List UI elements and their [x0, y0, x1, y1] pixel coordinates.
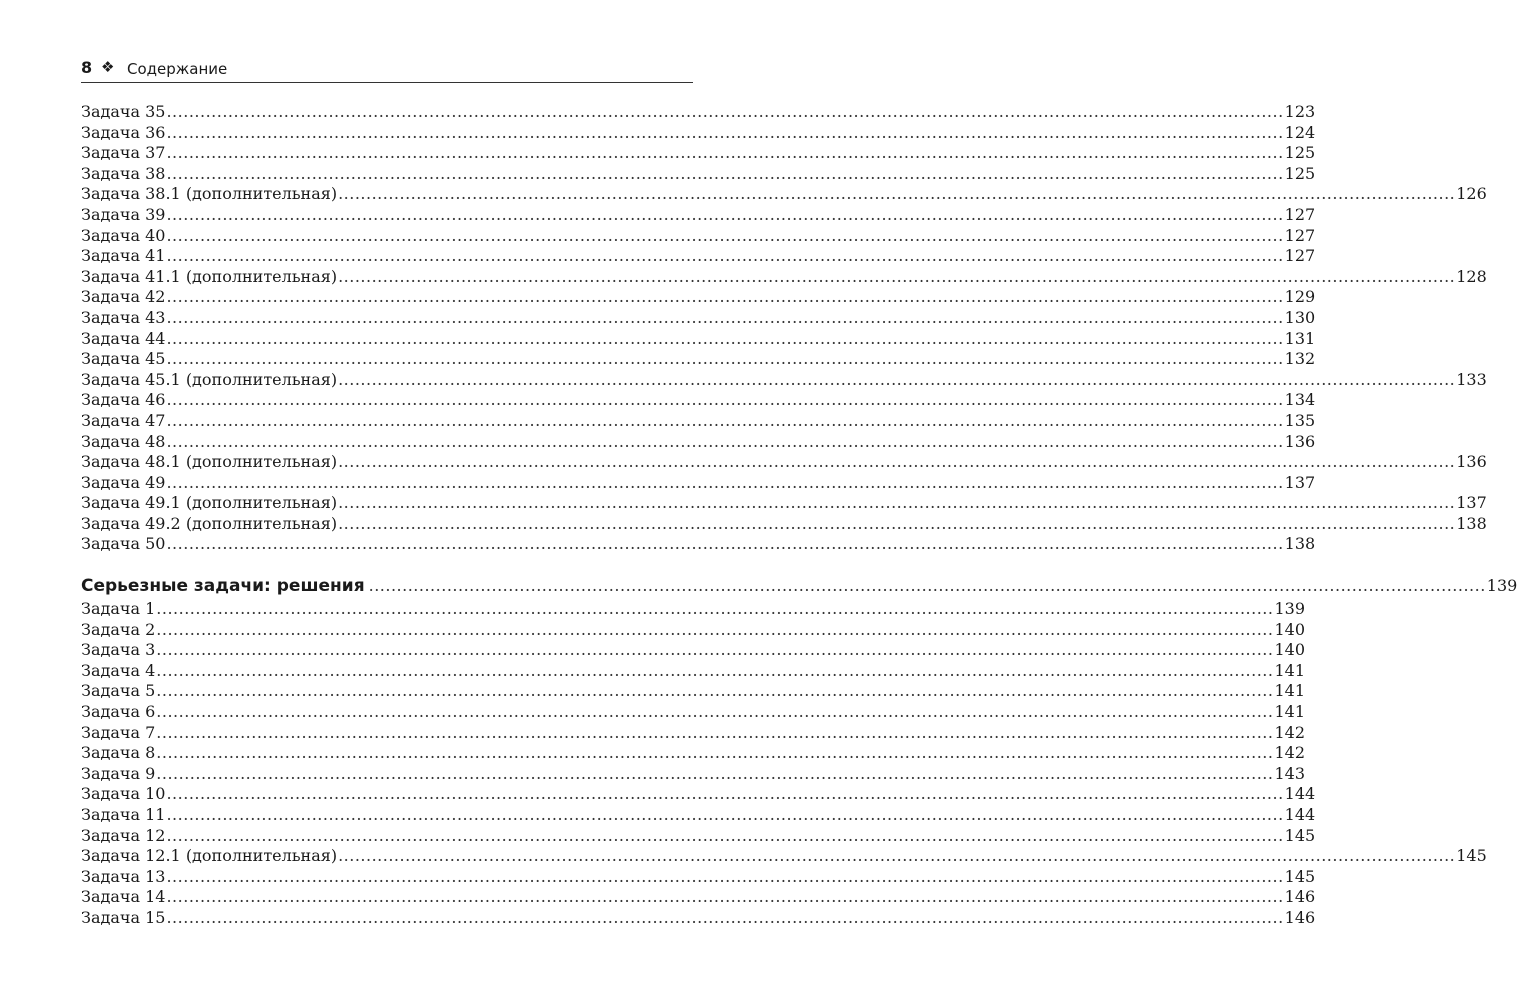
toc-entry[interactable] [81, 493, 1487, 514]
leader-dots: ........................................................................................................................................................................................................ [166, 410, 1284, 430]
leader-dots: ........................................................................................................................................................................................................ [166, 887, 1284, 907]
leader-dots: ........................................................................................................................................................................................................ [166, 805, 1284, 824]
toc-entry-label: Задача 49.2 (дополнительная) [81, 513, 338, 533]
toc-entry[interactable] [81, 431, 1316, 453]
toc-entry-label: Задача 45 [81, 349, 166, 369]
leader-dots: ........................................................................................................................................................................................................ [166, 472, 1284, 492]
toc-entry-page-number: 140 [1274, 640, 1306, 660]
toc-entry[interactable] [81, 681, 1306, 702]
toc-entry-page-number: 146 [1284, 907, 1316, 927]
toc-entry[interactable] [81, 702, 1306, 723]
toc-entry-label: Задача 40 [81, 225, 166, 245]
toc-entry-label: Задача 3 [81, 640, 156, 660]
leader-dots: ........................................................................................................................................................................................................ [338, 369, 1456, 389]
leader-dots: ........................................................................................................................................................................................................ [166, 866, 1284, 886]
leader-dots: ........................................................................................................................................................................................................ [338, 266, 1456, 286]
toc-entry-label: Задача 6 [81, 702, 156, 722]
toc-entry[interactable] [81, 866, 1316, 888]
leader-dots: ........................................................................................................................................................................................................ [166, 307, 1284, 327]
toc-entry-page-number: 138 [1284, 534, 1316, 554]
leader-dots: ........................................................................................................................................................................................................ [166, 431, 1284, 451]
toc-entry-page-number: 131 [1284, 328, 1316, 348]
toc-entry[interactable] [81, 599, 1306, 620]
toc-section-heading[interactable] [81, 573, 1517, 599]
leader-dots: ........................................................................................................................................................................................................ [166, 349, 1284, 369]
toc-entry-page-number: 127 [1284, 204, 1316, 224]
leader-dots: ........................................................................................................................................................................................................ [156, 743, 1274, 763]
toc-entry-label: Задача 12 [81, 825, 166, 845]
toc-entry-page-number: 145 [1456, 846, 1487, 866]
toc-entry-page-number: 135 [1284, 410, 1316, 430]
leader-dots: ........................................................................................................................................................................................................ [338, 846, 1456, 866]
toc-entry[interactable] [81, 722, 1306, 744]
toc-entry-page-number: 136 [1284, 431, 1316, 451]
toc-entry-label: Задача 36 [81, 122, 166, 142]
toc-entry-label: Задача 2 [81, 619, 156, 639]
toc-entry-page-number: 123 [1284, 102, 1316, 121]
toc-entry-label: Задача 10 [81, 784, 166, 804]
toc-entry-label: Задача 7 [81, 722, 156, 742]
leader-dots: ........................................................................................................................................................................................................ [166, 143, 1284, 163]
toc-entry-page-number: 141 [1274, 702, 1306, 722]
toc-entry[interactable] [81, 184, 1487, 205]
toc-entry-page-number: 134 [1284, 390, 1316, 410]
toc-entry-page-number: 142 [1274, 743, 1306, 763]
toc-entry-page-number: 146 [1284, 887, 1316, 907]
toc-entry-label: Задача 13 [81, 866, 166, 886]
toc-entry-label: Задача 15 [81, 907, 166, 927]
toc-entry-page-number: 133 [1456, 369, 1487, 389]
toc-entry[interactable] [81, 287, 1316, 308]
toc-list-part1 [81, 102, 1487, 555]
toc-entry-page-number: 137 [1456, 493, 1487, 513]
table-of-contents [81, 102, 1517, 929]
toc-entry[interactable] [81, 452, 1487, 473]
running-title: Содержание [127, 60, 228, 78]
toc-entry[interactable] [81, 246, 1316, 267]
leader-dots: ........................................................................................................................................................................................................ [166, 204, 1284, 224]
toc-entry-label: Задача 9 [81, 763, 156, 783]
toc-entry-page-number: 142 [1274, 722, 1306, 742]
toc-entry-label: Задача 37 [81, 143, 166, 163]
toc-entry-page-number: 125 [1284, 143, 1316, 163]
leader-dots: ........................................................................................................................................................................................................ [166, 784, 1284, 804]
toc-entry[interactable] [81, 784, 1316, 805]
toc-entry-page-number: 130 [1284, 307, 1316, 327]
toc-entry-page-number: 128 [1456, 266, 1487, 286]
toc-entry-page-number: 126 [1456, 184, 1487, 204]
toc-entry-label: Задача 41 [81, 246, 166, 266]
toc-entry[interactable] [81, 763, 1306, 785]
toc-entry-page-number: 141 [1274, 681, 1306, 701]
toc-entry[interactable] [81, 307, 1316, 329]
leader-dots: ........................................................................................................................................................................................................ [166, 390, 1284, 410]
toc-entry[interactable] [81, 640, 1306, 661]
toc-entry-label: Задача 41.1 (дополнительная) [81, 266, 338, 286]
ornament-icon: ❖ [101, 58, 115, 76]
toc-entry-label: Задача 38 [81, 163, 166, 183]
toc-entry-label: Задача 38.1 (дополнительная) [81, 184, 338, 204]
toc-entry-page-number: 145 [1284, 825, 1316, 845]
toc-entry-label: Задача 48.1 (дополнительная) [81, 452, 338, 472]
toc-entry-page-number: 127 [1284, 246, 1316, 266]
toc-list-part2 [81, 599, 1487, 929]
toc-entry[interactable] [81, 513, 1487, 535]
toc-entry[interactable] [81, 846, 1487, 867]
toc-entry[interactable] [81, 102, 1316, 123]
leader-dots: ........................................................................................................................................................................................................ [166, 246, 1284, 266]
toc-entry[interactable] [81, 660, 1306, 682]
leader-dots: ........................................................................................................................................................................................................ [156, 681, 1274, 701]
toc-entry-label: Задача 48 [81, 431, 166, 451]
toc-entry[interactable] [81, 369, 1487, 391]
section-page-number: 139 [1486, 576, 1517, 596]
toc-entry[interactable] [81, 887, 1316, 908]
toc-entry-page-number: 138 [1456, 513, 1487, 533]
leader-dots: ........................................................................................................................................................................................................ [338, 513, 1456, 533]
toc-entry[interactable] [81, 534, 1316, 555]
toc-entry[interactable] [81, 143, 1316, 164]
leader-dots: ........................................................................................................................................................................................................ [156, 619, 1274, 639]
toc-entry-page-number: 145 [1284, 866, 1316, 886]
toc-entry-page-number: 143 [1274, 763, 1306, 783]
toc-entry-label: Задача 12.1 (дополнительная) [81, 846, 338, 866]
toc-entry-page-number: 129 [1284, 287, 1316, 307]
leader-dots: ........................................................................................................................................................................................................ [156, 599, 1274, 619]
toc-entry[interactable] [81, 743, 1306, 764]
leader-dots: ........................................................................................................................................................................................................ [166, 287, 1284, 307]
leader-dots: ........................................................................................................................................................................................................ [166, 825, 1284, 845]
toc-entry-page-number: 139 [1274, 599, 1306, 619]
toc-entry[interactable] [81, 619, 1306, 641]
toc-entry[interactable] [81, 349, 1316, 370]
toc-entry[interactable] [81, 328, 1316, 350]
toc-entry[interactable] [81, 266, 1487, 288]
page-header [81, 58, 693, 83]
toc-entry-page-number: 125 [1284, 163, 1316, 183]
leader-dots: ........................................................................................................................................................................................................ [156, 763, 1274, 783]
toc-entry-label: Задача 5 [81, 681, 156, 701]
toc-entry-label: Задача 46 [81, 390, 166, 410]
toc-entry-page-number: 141 [1274, 660, 1306, 680]
toc-entry-label: Задача 49 [81, 472, 166, 492]
leader-dots: ........................................................................................................................................................................................................ [166, 122, 1284, 142]
toc-entry-page-number: 124 [1284, 122, 1316, 142]
toc-entry-label: Задача 11 [81, 805, 166, 824]
leader-dots: ........................................................................................................................................................................................................ [166, 102, 1284, 121]
leader-dots: ........................................................................................................................................................................................................ [166, 225, 1284, 245]
leader-dots: ........................................................................................................................................................................................................ [156, 660, 1274, 680]
toc-entry[interactable] [81, 410, 1316, 432]
section-title: Серьезные задачи: решения [81, 576, 365, 597]
toc-entry[interactable] [81, 907, 1316, 929]
leader-dots: ........................................................................................................................................................................................................ [156, 722, 1274, 742]
leader-dots: ........................................................................................................................................................................................................ [166, 534, 1284, 554]
toc-entry-page-number: 144 [1284, 784, 1316, 804]
toc-entry-label: Задача 1 [81, 599, 156, 619]
leader-dots: ........................................................................................................................................................................................................ [166, 163, 1284, 183]
toc-entry[interactable] [81, 122, 1316, 144]
toc-entry[interactable] [81, 225, 1316, 247]
toc-entry-label: Задача 39 [81, 204, 166, 224]
toc-entry-label: Задача 42 [81, 287, 166, 307]
toc-entry-label: Задача 50 [81, 534, 166, 554]
leader-dots: ........................................................................................................................................................................................................ [166, 907, 1284, 927]
toc-entry[interactable] [81, 472, 1316, 494]
page-number: 8 [81, 58, 93, 77]
toc-entry-page-number: 127 [1284, 225, 1316, 245]
leader-dots: ........................................................................................................................................................................................................ [368, 576, 1486, 596]
toc-entry-label: Задача 47 [81, 410, 166, 430]
toc-entry-page-number: 140 [1274, 619, 1306, 639]
leader-dots: ........................................................................................................................................................................................................ [156, 702, 1274, 722]
toc-entry-label: Задача 35 [81, 102, 166, 121]
leader-dots: ........................................................................................................................................................................................................ [338, 452, 1456, 472]
toc-entry-page-number: 136 [1456, 452, 1487, 472]
toc-entry-label: Задача 4 [81, 660, 156, 680]
toc-entry-label: Задача 45.1 (дополнительная) [81, 369, 338, 389]
toc-entry-page-number: 132 [1284, 349, 1316, 369]
toc-entry-label: Задача 49.1 (дополнительная) [81, 493, 338, 513]
toc-entry-label: Задача 14 [81, 887, 166, 907]
toc-entry-label: Задача 44 [81, 328, 166, 348]
leader-dots: ........................................................................................................................................................................................................ [338, 184, 1456, 204]
leader-dots: ........................................................................................................................................................................................................ [338, 493, 1456, 513]
toc-entry[interactable] [81, 825, 1316, 847]
leader-dots: ........................................................................................................................................................................................................ [156, 640, 1274, 660]
toc-entry[interactable] [81, 204, 1316, 226]
toc-entry-page-number: 144 [1284, 805, 1316, 824]
leader-dots: ........................................................................................................................................................................................................ [166, 328, 1284, 348]
toc-entry-page-number: 137 [1284, 472, 1316, 492]
toc-entry[interactable] [81, 805, 1316, 826]
toc-entry-label: Задача 8 [81, 743, 156, 763]
toc-entry[interactable] [81, 163, 1316, 185]
toc-entry-label: Задача 43 [81, 307, 166, 327]
toc-entry[interactable] [81, 390, 1316, 411]
